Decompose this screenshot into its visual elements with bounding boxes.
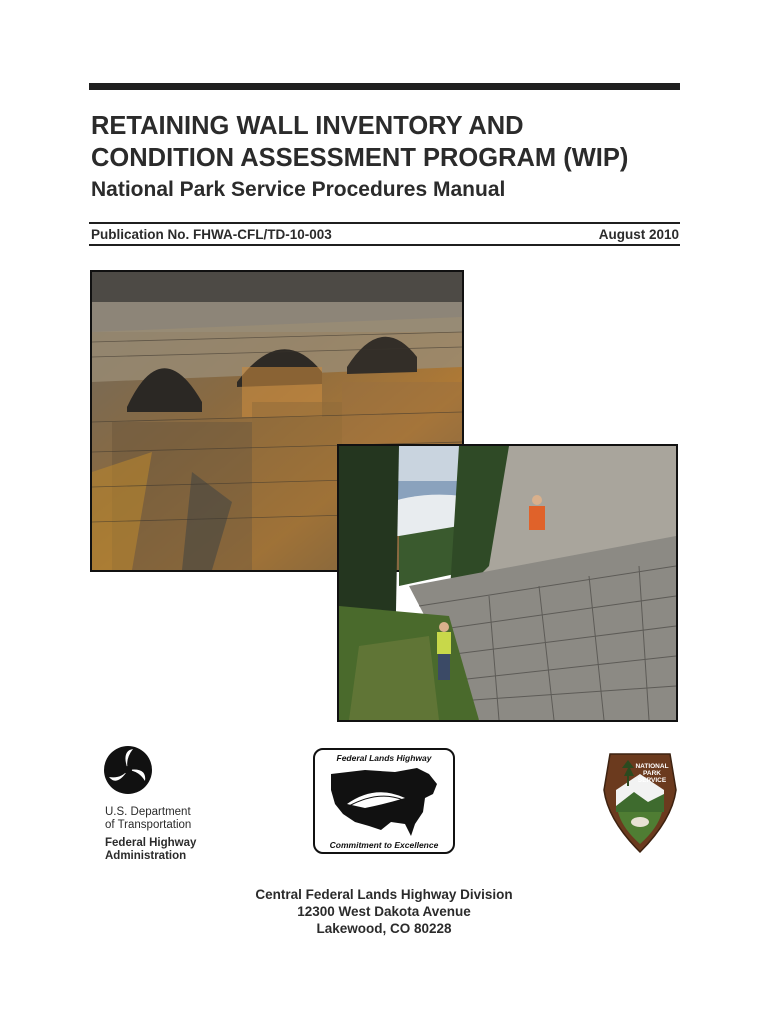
publication-date: August 2010: [598, 227, 679, 242]
title-line-1: RETAINING WALL INVENTORY AND: [91, 112, 524, 140]
address-line-1: Central Federal Lands Highway Division: [255, 887, 513, 902]
svg-text:SERVICE: SERVICE: [637, 777, 667, 784]
usdot-line-2: of Transportation: [105, 819, 192, 831]
fhwa-line-2: Administration: [105, 850, 187, 862]
document-subtitle: National Park Service Procedures Manual: [91, 178, 506, 201]
address-line-2: 12300 West Dakota Avenue: [297, 904, 471, 919]
federal-lands-highway-logo: [313, 748, 455, 854]
division-address: [0, 886, 768, 937]
rock-wall-photo: [337, 444, 678, 722]
fhwa-line-1: Federal Highway: [105, 837, 197, 849]
usdot-line-1: U.S. Department: [105, 806, 191, 818]
document-title: [91, 110, 691, 174]
publication-rule-bottom: [89, 244, 680, 246]
nps-arrowhead-logo: [600, 750, 680, 854]
title-line-2: CONDITION ASSESSMENT PROGRAM (WIP): [91, 144, 629, 172]
flh-top-text: Federal Lands Highway: [336, 753, 432, 763]
flh-bottom-text: Commitment to Excellence: [329, 840, 439, 850]
svg-text:NATIONAL: NATIONAL: [635, 763, 669, 770]
us-map-icon: [325, 764, 443, 840]
address-line-3: Lakewood, CO 80228: [316, 921, 452, 936]
svg-text:PARK: PARK: [643, 770, 661, 777]
publication-rule-top: [89, 222, 680, 224]
publication-number: Publication No. FHWA-CFL/TD-10-003: [91, 227, 332, 242]
top-rule: [89, 83, 680, 90]
usdot-triskelion-icon: [103, 745, 153, 795]
usdot-text: [105, 806, 196, 863]
